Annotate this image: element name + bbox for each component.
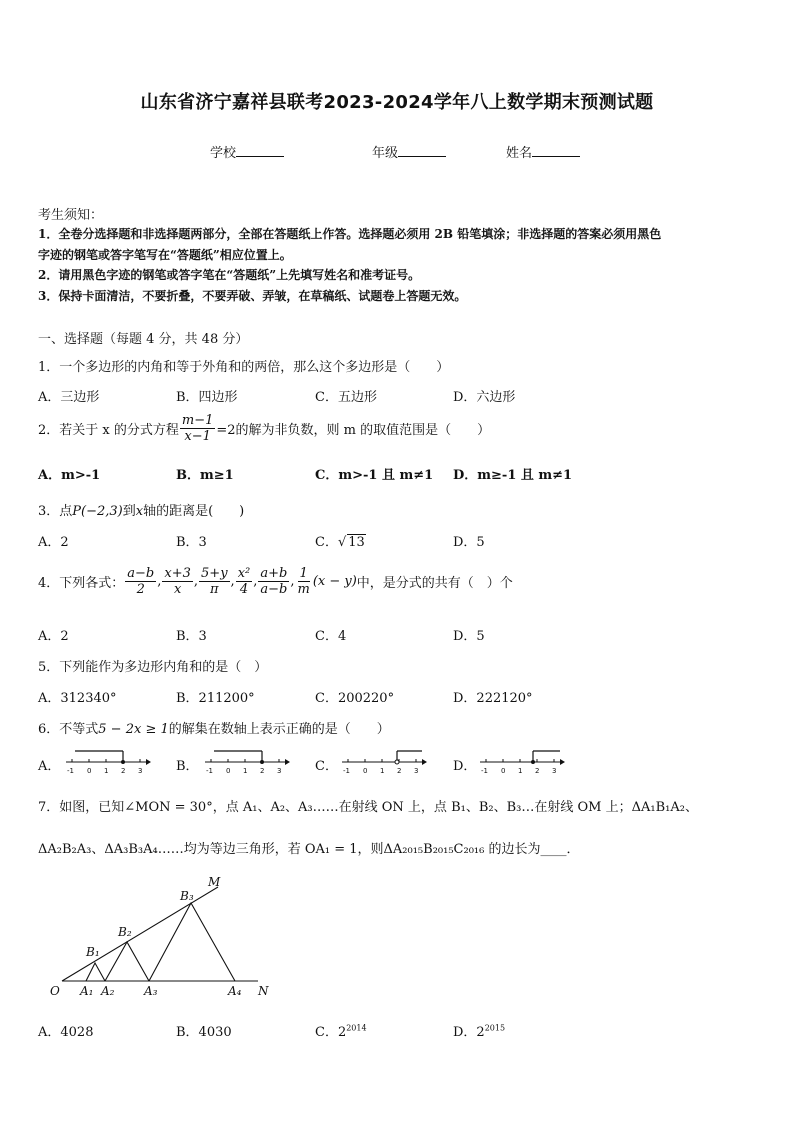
q6-post: 的解集在数轴上表示正确的是（ ）: [168, 722, 390, 737]
q2-pre: 2．若关于 x 的分式方程: [38, 423, 179, 438]
q7-option-c: [315, 1021, 367, 1040]
school-label: 学校: [210, 146, 237, 161]
q4-frac-6-den: m: [297, 582, 310, 597]
name-blank: [532, 144, 580, 157]
q3-pre: 3．点: [38, 504, 73, 519]
tick-label: 0: [226, 767, 231, 775]
number-line-c: [338, 748, 428, 778]
number-line-b: [201, 748, 291, 778]
tick-label: 3: [552, 767, 557, 775]
number-line-a: [62, 748, 152, 778]
q6-option-c: [315, 755, 338, 774]
q4-frac-2-den: x: [173, 582, 182, 597]
q7-option-a: A．4028: [38, 1025, 94, 1040]
q3-option-d: D．5: [453, 535, 485, 550]
q1-option-a: A．三边形: [38, 390, 100, 405]
label-a1: A₁: [80, 984, 94, 998]
q7-option-c-exp: 2014: [346, 1023, 367, 1033]
q6-option-b-label: B．: [176, 759, 199, 774]
q4-frac-5-den: a−b: [260, 582, 288, 597]
q5-option-d: D．222120°: [453, 691, 533, 706]
q4-option-d: D．5: [453, 629, 485, 644]
q3-option-c-label: C．: [315, 535, 338, 550]
label-a2: A₂: [101, 984, 115, 998]
q2-frac-num: m−1: [181, 413, 214, 428]
q3-stem: [38, 500, 244, 519]
q2-option-a: A．m>-1: [38, 468, 101, 483]
tick-label: 1: [518, 767, 523, 775]
q4-frac-2-num: x+3: [164, 566, 191, 581]
q3-axis: x: [135, 504, 144, 519]
q4-stem: 4．下列各式： $\frac{a-b}{2}$ , $\frac{x+3}{x}$ , $\frac{5+y}{\pi}$ , $\frac{\text{x²}}{4}$ , $\frac{a+b}{a-b}$ , $\frac{1}{m}$ (x − y) 中，是分式的共有（ ）个: [38, 566, 513, 597]
label-b1: B₁: [86, 945, 100, 959]
q6-option-c-label: C．: [315, 759, 338, 774]
q3-option-b: B．3: [176, 535, 207, 550]
grade-field: [372, 142, 446, 161]
number-line-d: [476, 748, 566, 778]
q4-frac-4-den: 4: [239, 582, 249, 597]
tick-label: 1: [104, 767, 109, 775]
notice-line-2: 2．请用黑色字迹的钢笔或答字笔在“答题纸”上先填写姓名和准考证号。: [38, 268, 421, 282]
tick-label: 3: [138, 767, 143, 775]
tick-label: 0: [363, 767, 368, 775]
q4-frac-4-num: x²: [237, 566, 251, 581]
q6-option-d: [453, 755, 476, 774]
q4-frac-2: [162, 566, 193, 597]
tick-label: 2: [260, 767, 265, 775]
q3-mid: 到: [122, 504, 136, 519]
q2-stem: [38, 413, 490, 444]
q4-option-b: B．3: [176, 629, 207, 644]
q7-line-1: 7．如图，已知∠MON = 30°，点 A₁、A₂、A₃……在射线 ON 上，点 B₁、B₂、B₃…在射线 OM 上；ΔA₁B₁A₂、: [38, 800, 698, 815]
q4-frac-1-num: a−b: [127, 566, 155, 581]
notice-line-1b: 字迹的钢笔或答字笔写在“答题纸”相应位置上。: [38, 248, 292, 262]
tick-label: 3: [277, 767, 282, 775]
q1-stem: 1．一个多边形的内角和等于外角和的两倍，那么这个多边形是（ ）: [38, 360, 450, 375]
tick-label: 1: [243, 767, 248, 775]
q7-line-2: ΔA₂B₂A₃、ΔA₃B₃A₄……均为等边三角形，若 OA₁ = 1，则ΔA₂₀₁₅B₂₀₁₅C₂₀₁₆ 的边长为____．: [38, 842, 580, 857]
q1-option-b: B．四边形: [176, 390, 238, 405]
q6-pre: 6．不等式: [38, 722, 99, 737]
school-blank: [236, 144, 284, 157]
q4-frac-3-num: 5+y: [201, 566, 228, 581]
label-n: N: [258, 984, 269, 998]
sqrt-icon: √: [337, 535, 347, 550]
q7-option-d-exp: 2015: [484, 1023, 506, 1033]
tick-label: -1: [481, 767, 488, 775]
q2-fraction: [180, 413, 216, 444]
label-a3: A₃: [144, 984, 158, 998]
q4-frac-4: [236, 566, 253, 597]
q1-option-c: C．五边形: [315, 390, 377, 405]
label-m: M: [208, 875, 221, 889]
q4-pre: 4．下列各式：: [38, 576, 125, 591]
q4-post: 中，是分式的共有（ ）个: [356, 576, 513, 591]
q4-option-c: C．4: [315, 629, 347, 644]
q3-sqrt-value: 13: [348, 535, 365, 550]
q1-option-d: D．六边形: [453, 390, 516, 405]
q4-frac-3: [199, 566, 230, 597]
school-field: [210, 142, 284, 161]
q6-inequality: 5 − 2x ≥ 1: [98, 722, 169, 737]
tick-label: 0: [501, 767, 506, 775]
label-o: O: [50, 984, 60, 998]
label-b2: B₂: [118, 925, 132, 939]
q7-figure: [40, 870, 280, 1005]
grade-blank: [398, 144, 446, 157]
notice-line-3: 3．保持卡面清洁，不要折叠，不要弄破、弄皱，在草稿纸、试题卷上答题无效。: [38, 289, 467, 303]
q4-frac-6-num: 1: [299, 566, 308, 581]
notice-heading: 考生须知：: [38, 208, 104, 223]
q7-option-c-label: C．2: [315, 1025, 347, 1040]
q3-option-c: [315, 531, 366, 550]
q6-option-d-label: D．: [453, 759, 477, 774]
q7-option-d-label: D．2: [453, 1025, 485, 1040]
name-label: 姓名: [506, 146, 533, 161]
tick-label: -1: [67, 767, 74, 775]
tick-label: 1: [380, 767, 385, 775]
label-a4: A₄: [228, 984, 242, 998]
tick-label: 3: [414, 767, 419, 775]
tick-label: 0: [87, 767, 92, 775]
page-title: 山东省济宁嘉祥县联考2023-2024学年八上数学期末预测试题: [140, 92, 654, 113]
tick-label: 2: [121, 767, 126, 775]
q6-option-a: [38, 755, 60, 774]
q2-option-d: D．m≥-1 且 m≠1: [453, 468, 573, 483]
q4-frac-3-den: π: [210, 582, 219, 597]
q5-option-c: C．200220°: [315, 691, 395, 706]
q3-point: P(−2,3): [72, 504, 123, 519]
q3-option-a: A．2: [38, 535, 69, 550]
section-heading: 一、选择题（每题 4 分，共 48 分）: [38, 332, 249, 347]
q2-post: =2的解为非负数，则 m 的取值范围是（ ）: [216, 423, 491, 438]
q4-frac-5-num: a+b: [260, 566, 288, 581]
q6-option-b: [176, 755, 199, 774]
q4-frac-5: [258, 566, 289, 597]
q7-option-b: B．4030: [176, 1025, 232, 1040]
q4-option-a: A．2: [38, 629, 69, 644]
q4-tail: (x − y): [312, 574, 357, 589]
q5-stem: 5．下列能作为多边形内角和的是（ ）: [38, 660, 268, 675]
label-b3: B₃: [180, 889, 194, 903]
tick-label: 2: [397, 767, 402, 775]
tick-label: -1: [343, 767, 350, 775]
q2-option-b: B．m≥1: [176, 468, 234, 483]
q5-option-a: A．312340°: [38, 691, 117, 706]
q6-option-a-label: A．: [38, 759, 61, 774]
tick-label: 2: [535, 767, 540, 775]
grade-label: 年级: [372, 146, 399, 161]
q4-frac-1: [125, 566, 156, 597]
q2-option-c: C．m>-1 且 m≠1: [315, 468, 434, 483]
q7-option-d: [453, 1021, 505, 1040]
tick-label: -1: [206, 767, 213, 775]
q6-stem: [38, 718, 390, 737]
q4-frac-1-den: 2: [136, 582, 145, 597]
name-field: [506, 142, 580, 161]
q4-frac-6: [295, 566, 311, 597]
q3-post: 轴的距离是( ): [143, 504, 245, 519]
q2-frac-den: x−1: [184, 429, 211, 444]
notice-line-1: 1．全卷分选择题和非选择题两部分，全部在答题纸上作答。选择题必须用 2B 铅笔填涂；非选择题的答案必须用黑色: [38, 227, 662, 241]
q5-option-b: B．211200°: [176, 691, 255, 706]
